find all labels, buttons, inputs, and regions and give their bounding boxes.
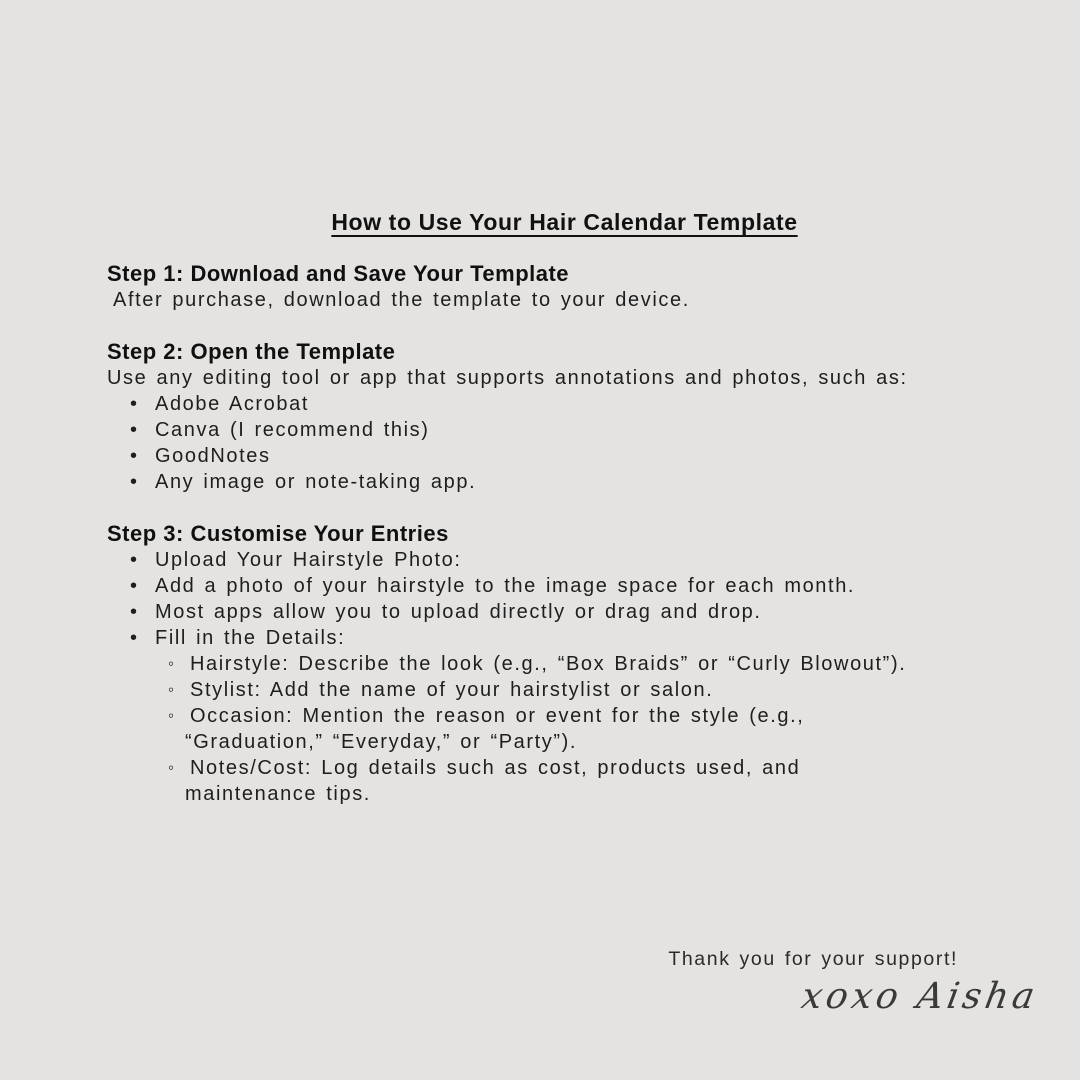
bullet-icon: • xyxy=(130,575,139,597)
sub-bullet-line: Occasion: Mention the reason or event for the style (e.g., xyxy=(190,705,805,727)
bullet-item xyxy=(107,391,1022,417)
bullet-item xyxy=(107,469,1022,495)
bullet-text: Upload Your Hairstyle Photo: xyxy=(155,549,462,571)
section-step-3 xyxy=(107,521,1022,807)
sub-bullet-line: Hairstyle: Describe the look (e.g., “Box Braids” or “Curly Blowout”). xyxy=(190,653,907,675)
sub-bullet-text xyxy=(185,703,1022,755)
signature: xoxo Aisha xyxy=(798,976,1042,1017)
sub-bullet-icon: ◦ xyxy=(168,680,176,699)
bullet-text: Most apps allow you to upload directly or drag and drop. xyxy=(155,601,762,623)
step-2-bullet-list xyxy=(107,391,1022,495)
step-2-heading: Step 2: Open the Template xyxy=(107,339,396,364)
sub-bullet-item xyxy=(107,677,1022,703)
bullet-text: GoodNotes xyxy=(155,445,271,467)
bullet-item xyxy=(107,443,1022,469)
bullet-item xyxy=(107,547,1022,573)
sub-bullet-line: “Graduation,” “Everyday,” or “Party”). xyxy=(185,731,578,753)
sub-bullet-item xyxy=(107,703,1022,755)
sub-bullet-line: maintenance tips. xyxy=(185,783,371,805)
bullet-icon: • xyxy=(130,445,139,467)
sub-bullet-text xyxy=(190,677,1022,703)
step-3-sub-bullet-list xyxy=(107,651,1022,807)
thank-you-note: Thank you for your support! xyxy=(668,948,958,970)
page-title: How to Use Your Hair Calendar Template xyxy=(331,209,798,235)
bullet-item xyxy=(107,573,1022,599)
bullet-item xyxy=(107,625,1022,651)
sub-bullet-line: Stylist: Add the name of your hairstylist or salon. xyxy=(190,679,714,701)
bullet-icon: • xyxy=(130,601,139,623)
bullet-text: Adobe Acrobat xyxy=(155,393,310,415)
step-1-heading: Step 1: Download and Save Your Template xyxy=(107,261,570,286)
bullet-text: Canva (I recommend this) xyxy=(155,419,430,441)
bullet-icon: • xyxy=(130,627,139,649)
sub-bullet-icon: ◦ xyxy=(168,654,176,673)
bullet-item xyxy=(107,599,1022,625)
bullet-text: Add a photo of your hairstyle to the image space for each month. xyxy=(155,575,856,597)
document-content xyxy=(107,209,1022,807)
sub-bullet-text xyxy=(190,651,1022,677)
bullet-item xyxy=(107,417,1022,443)
sub-bullet-item xyxy=(107,651,1022,677)
step-2-body: Use any editing tool or app that supports annotations and photos, such as: xyxy=(107,367,908,389)
step-3-heading: Step 3: Customise Your Entries xyxy=(107,521,449,546)
bullet-text: Fill in the Details: xyxy=(155,627,346,649)
bullet-icon: • xyxy=(130,393,139,415)
sub-bullet-icon: ◦ xyxy=(168,758,176,777)
bullet-icon: • xyxy=(130,419,139,441)
bullet-text: Any image or note-taking app. xyxy=(155,471,477,493)
step-3-bullet-list xyxy=(107,547,1022,651)
sub-bullet-line: Notes/Cost: Log details such as cost, products used, and xyxy=(190,757,801,779)
step-1-body: After purchase, download the template to your device. xyxy=(113,289,690,311)
section-step-1 xyxy=(107,261,1022,313)
bullet-icon: • xyxy=(130,471,139,493)
sub-bullet-icon: ◦ xyxy=(168,706,176,725)
sub-bullet-text xyxy=(185,755,1022,807)
section-step-2 xyxy=(107,339,1022,495)
sub-bullet-item xyxy=(107,755,1022,807)
bullet-icon: • xyxy=(130,549,139,571)
